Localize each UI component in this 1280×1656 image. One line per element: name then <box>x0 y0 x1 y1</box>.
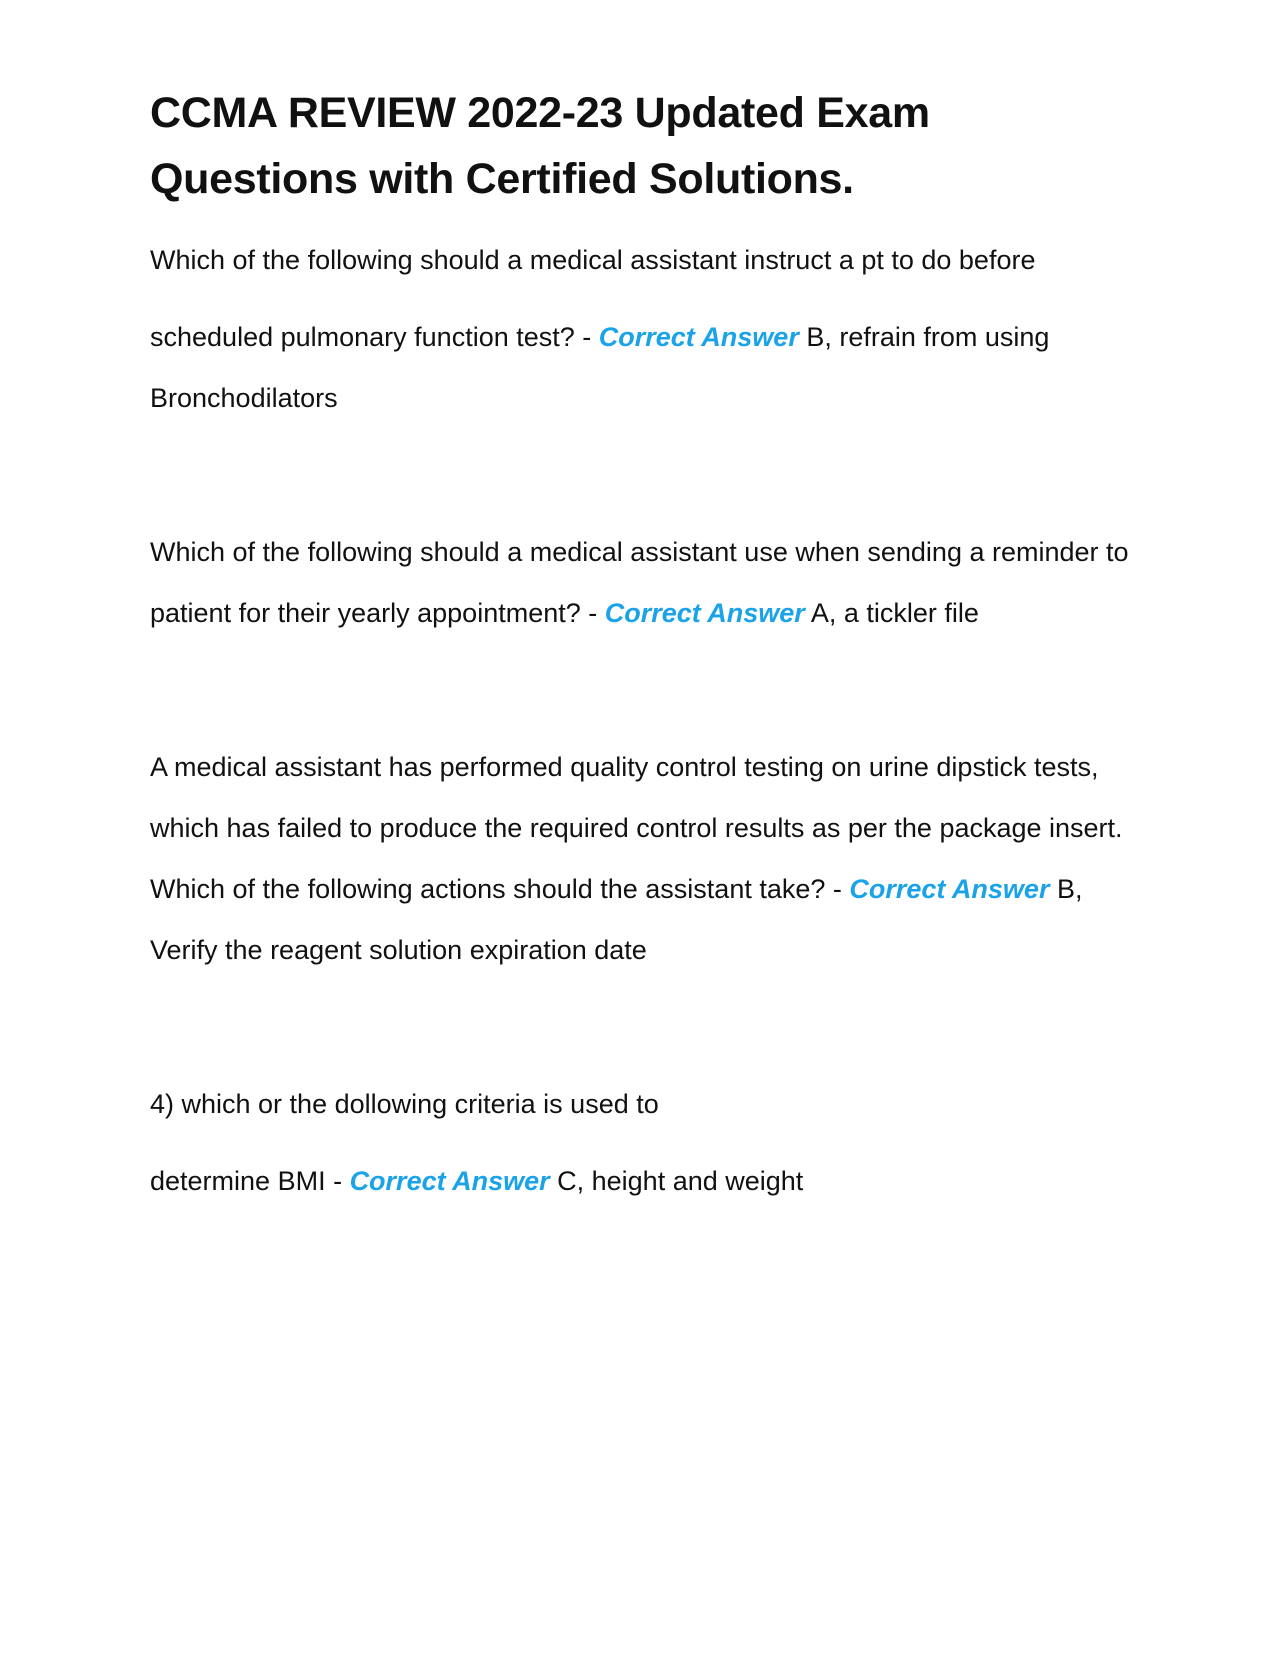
question-4-intro: 4) which or the dollowing criteria is used to <box>150 1089 659 1119</box>
question-2-tail: Which of the following should a medical assistant use when sending a reminder to patient for their yearly appointment? - <box>150 537 1129 628</box>
correct-answer-label: Correct Answer <box>349 1166 550 1196</box>
question-2-answer: A, a tickler file <box>804 598 979 628</box>
question-3-text <box>150 737 1140 981</box>
question-block-3 <box>150 737 1140 981</box>
document-title: CCMA REVIEW 2022-23 Updated Exam Questions with Certified Solutions. <box>150 89 930 203</box>
correct-answer-label: Correct Answer <box>598 322 799 352</box>
question-block-1 <box>150 230 1140 429</box>
question-4-answer: C, height and weight <box>549 1166 804 1196</box>
question-1-answer: B, refrain from using Bronchodilators <box>150 322 1050 413</box>
question-2-text <box>150 522 1140 644</box>
correct-answer-label: Correct Answer <box>849 874 1050 904</box>
question-3-tail: A medical assistant has performed quality control testing on urine dipstick tests, which has failed to produce the required control results as per the package insert. Which of the following actions should the assistant take? - <box>150 752 1123 904</box>
correct-answer-label: Correct Answer <box>604 598 805 628</box>
question-block-2 <box>150 522 1140 644</box>
document-page <box>150 80 1140 1212</box>
question-1-intro: Which of the following should a medical assistant instruct a pt to do before <box>150 245 1036 275</box>
question-block-4 <box>150 1074 1140 1212</box>
question-3-answer: B, Verify the reagent solution expiration date <box>150 874 1083 965</box>
question-4-text <box>150 1151 1140 1212</box>
question-1-tail: scheduled pulmonary function test? - <box>150 322 599 352</box>
question-4-tail: determine BMI - <box>150 1166 350 1196</box>
question-1-text <box>150 307 1140 429</box>
